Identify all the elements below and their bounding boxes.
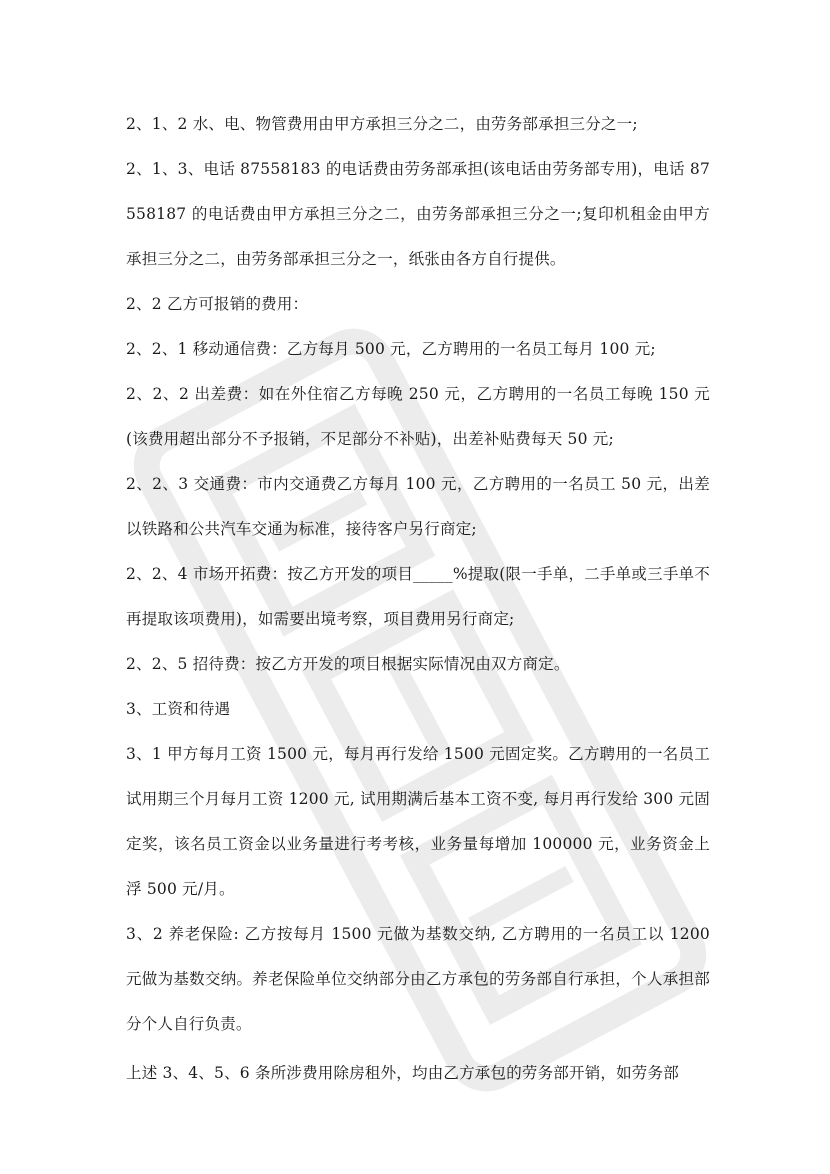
paragraph-2-1-2: 2、1、2 水、电、物管费用由甲方承担三分之二，由劳务部承担三分之一; — [126, 115, 638, 133]
paragraph-3-1: 3、1 甲方每月工资 1500 元，每月再行发给 1500 元固定奖。乙方聘用的一名员工试用期三个月每月工资 1200 元, 试用期满后基本工资不变, 每月再行发给 300 元固定奖，该名员工资金以业务量进行考考核，业务量每增加 100000 元，业务资金上浮 500 元/月。 — [126, 745, 710, 898]
section-heading-3: 3、工资和待遇 — [126, 700, 231, 718]
document-body — [126, 102, 710, 1096]
paragraph-2-2: 2、2 乙方可报销的费用： — [126, 295, 309, 313]
paragraph-2-2-5: 2、2、5 招待费：按乙方开发的项目根据实际情况由双方商定。 — [126, 655, 570, 673]
paragraph-2-2-2: 2、2、2 出差费：如在外住宿乙方每晚 250 元，乙方聘用的一名员工每晚 150 元(该费用超出部分不予报销，不足部分不补贴)，出差补贴费每天 50 元; — [126, 385, 710, 448]
paragraph-summary: 上述 3、4、5、6 条所涉费用除房租外，均由乙方承包的劳务部开销，如劳务部 — [126, 1064, 679, 1082]
paragraph-2-1-3: 2、1、3、电话 87558183 的电话费由劳务部承担(该电话由劳务部专用)，电话 87558187 的电话费由甲方承担三分之二，由劳务部承担三分之一;复印机租金由甲方承担三分之二，由劳务部承担三分之一，纸张由各方自行提供。 — [126, 160, 710, 268]
paragraph-2-2-3: 2、2、3 交通费：市内交通费乙方每月 100 元，乙方聘用的一名员工 50 元，出差以铁路和公共汽车交通为标准，接待客户另行商定; — [126, 475, 710, 538]
paragraph-2-2-1: 2、2、1 移动通信费：乙方每月 500 元，乙方聘用的一名员工每月 100 元; — [126, 340, 656, 358]
paragraph-2-2-4: 2、2、4 市场开拓费：按乙方开发的项目_____%提取(限一手单，二手单或三手单不再提取该项费用)，如需要出境考察，项目费用另行商定; — [126, 565, 710, 628]
paragraph-3-2: 3、2 养老保险: 乙方按每月 1500 元做为基数交纳, 乙方聘用的一名员工以 1200 元做为基数交纳。养老保险单位交纳部分由乙方承包的劳务部自行承担，个人承担部分个人自行负责。 — [126, 925, 710, 1033]
